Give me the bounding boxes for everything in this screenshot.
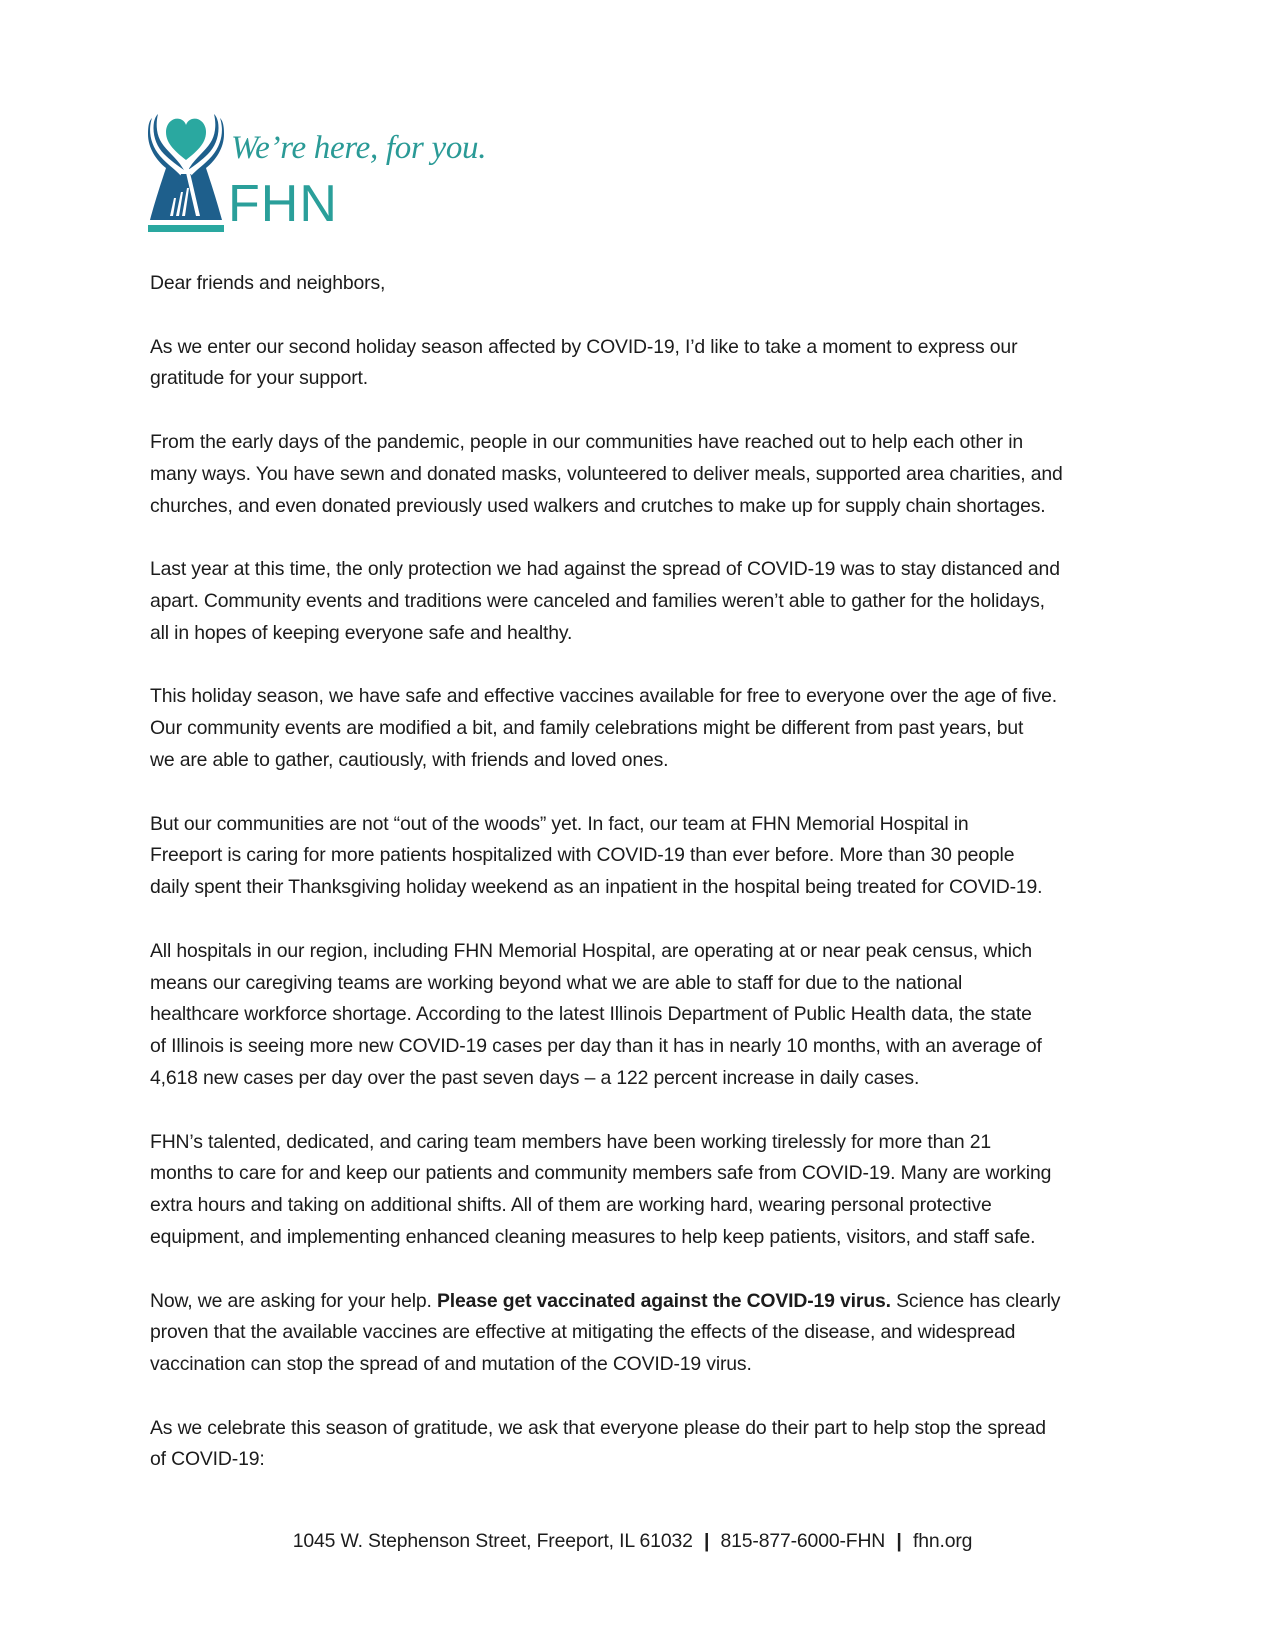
paragraph-8-call-to-action: Now, we are asking for your help. Please get vaccinated against the COVID-19 virus. Science has clearly proven that the available vaccines are effective at mitigating the effects of the disease, and widespread vaccination can stop the spread of and mutation of the COVID-19 virus. [150,1289,1061,1376]
paragraph-5: But our communities are not “out of the woods” yet. In fact, our team at FHN Memorial Hospital in Freeport is caring for more patients hospitalized with COVID-19 than ever before. More than 30 people daily spent their Thanksgiving holiday weekend as an inpatient in the hospital being treated for COVID-19. [150,812,1043,899]
logo-tagline: We’re here, for you. [231,130,487,166]
footer-website-link[interactable]: fhn.org [912,1530,973,1552]
vaccination-appeal: Please get vaccinated against the COVID-19 virus. [436,1289,891,1312]
paragraph-1: As we enter our second holiday season affected by COVID-19, I’d like to take a moment to express our gratitude for your support. [150,335,1018,390]
paragraph-2: From the early days of the pandemic, people in our communities have reached out to help each other in many ways. You have sewn and donated masks, volunteered to deliver meals, supported area charities, and churches, and even donated previously used walkers and crutches to make up for supply chain shortages. [150,430,1063,517]
letter-body [150,268,1160,1508]
footer-separator: | [703,1530,710,1552]
paragraph-6: All hospitals in our region, including FHN Memorial Hospital, are operating at or near peak census, which means our caregiving teams are working beyond what we are able to staff for due to the national healthcare workforce shortage. According to the latest Illinois Department of Public Health data, the state of Illinois is seeing more new COVID-19 cases per day than it has in nearly 10 months, with an average of 4,618 new cases per day over the past seven days – a 122 percent increase in daily cases. [150,939,1042,1089]
fhn-logo [148,108,498,236]
paragraph-4: This holiday season, we have safe and effective vaccines available for free to everyone over the age of five. Our community events are modified a bit, and family celebrations might be different from past years, but we are able to gather, cautiously, with friends and loved ones. [150,685,1058,771]
hands-heart-logo-icon [148,108,224,236]
logo-wordmark: FHN [228,175,338,233]
footer-address: 1045 W. Stephenson Street, Freeport, IL 61032 [292,1530,693,1552]
paragraph-7: FHN’s talented, dedicated, and caring team members have been working tirelessly for more than 21 months to care for and keep our patients and community members safe from COVID-19. Many are working extra hours and taking on additional shifts. All of them are working hard, wearing personal protective equipment, and implementing enhanced cleaning measures to help keep patients, visitors, and staff safe. [150,1130,1052,1248]
letterhead-footer [0,1530,1265,1553]
salutation: Dear friends and neighbors, [150,272,386,294]
paragraph-9: As we celebrate this season of gratitude, we ask that everyone please do their part to help stop the spread of COVID-19: [150,1416,1046,1471]
footer-separator: | [896,1530,902,1552]
paragraph-3: Last year at this time, the only protection we had against the spread of COVID-19 was to stay distanced and apart. Community events and traditions were canceled and families weren’t able to gather for the holidays, all in hopes of keeping everyone safe and healthy. [150,558,1060,644]
footer-phone: 815-877-6000-FHN [720,1530,886,1552]
